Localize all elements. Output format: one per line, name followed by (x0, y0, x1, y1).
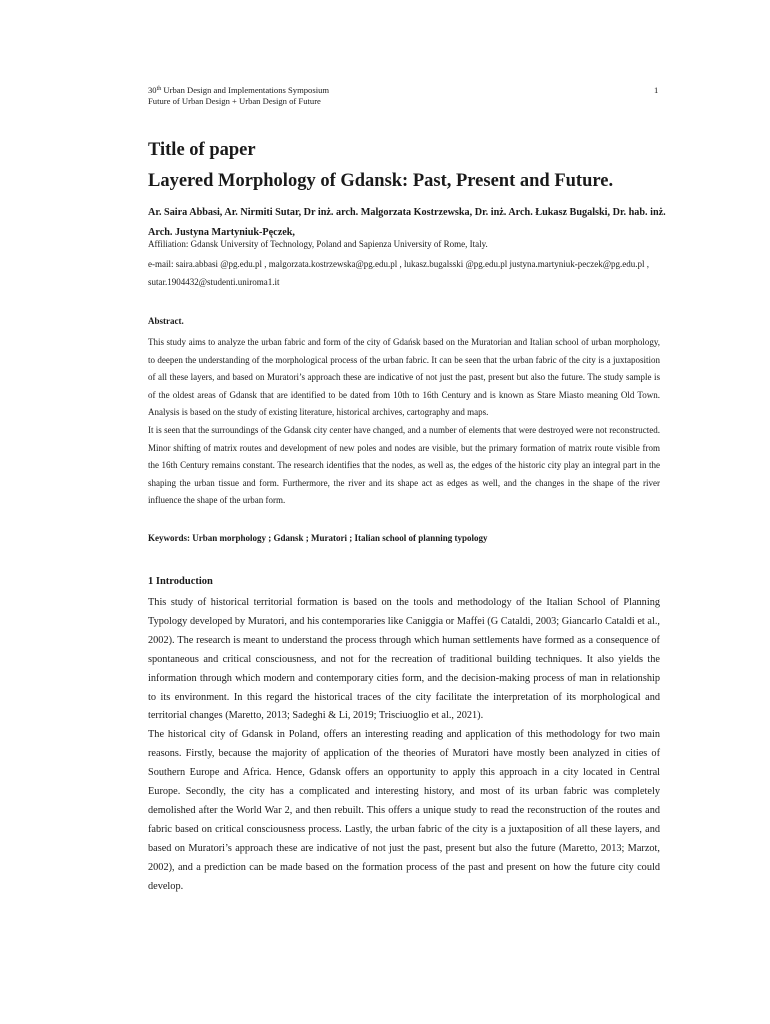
title-label: Title of paper (148, 140, 256, 160)
running-header (148, 85, 329, 107)
keywords: Keywords: Urban morphology ; Gdansk ; Muratori ; Italian school of planning typology (148, 533, 488, 543)
abstract-paragraph: This study aims to analyze the urban fabric and form of the city of Gdańsk based on the Muratorian and Italian school of urban morphology, to deepen the understanding of the morphological process of the urban fabric. It can be seen that the urban fabric of the city is a juxtaposition of all these layers, and based on Muratori’s approach these are indicative of not just the past, present but also the future. The study sample is of the oldest areas of Gdansk that are identified to be dated from 10th to 16th Century and is known as Stare Miasto meaning Old Town. Analysis is based on the study of existing literature, historical archives, cartography and maps. (148, 337, 660, 418)
header-line-2: Future of Urban Design + Urban Design of Future (148, 96, 321, 106)
introduction-body (148, 594, 660, 897)
email-list: e-mail: saira.abbasi @pg.edu.pl , malgorzata.kostrzewska@pg.edu.pl , lukasz.bugalsski @pg.edu.pl justyna.martyniuk-peczek@pg.edu.pl , sutar.1904432@studenti.uniroma1.it (148, 259, 650, 287)
body-paragraph: The historical city of Gdansk in Poland, offers an interesting reading and application of this methodology for two main reasons. Firstly, because the majority of application of the theories of Muratori have mostly been analyzed in cities of Southern Europe and Africa. Hence, Gdansk offers an opportunity to apply this approach in a city located in Central Europe. Secondly, the city has a complicated and interesting history, and most of its urban fabric was completely demolished after the World War 2, and then rebuilt. This offers a unique study to read the reconstruction of the routes and fabric based on critical consciousness process. Lastly, the urban fabric of the city is a juxtaposition of all these layers, and based on Muratori’s approach these are indicative of not just the past, present but also the future (Maretto, 2013; Marzot, 2002), and a prediction can be made based on the formation process of the past and present on how the future city could develop. (148, 729, 660, 892)
abstract-heading: Abstract. (148, 316, 184, 326)
affiliation: Affiliation: Gdansk University of Technology, Poland and Sapienza University of Rome, Italy. (148, 239, 488, 249)
abstract-paragraph: It is seen that the surroundings of the Gdansk city center have changed, and a number of elements that were destroyed were not reconstructed. Minor shifting of matrix routes and development of new poles and nodes are visible, but the primary formation of matrix route visible from the 16th Century remains constant. The research identifies that the nodes, as well as, the edges of the historic city play an integral part in the shaping the urban tissue and form. Furthermore, the river and its shape act as edges as well, and the changes in the shape of the river influence the shape of the urban form. (148, 424, 660, 506)
abstract-body (148, 334, 660, 510)
author-list: Ar. Saira Abbasi, Ar. Nirmiti Sutar, Dr inż. arch. Malgorzata Kostrzewska, Dr. inż. Arch. Łukasz Bugalski, Dr. hab. inż. Arch. Justyna Martyniuk-Pęczek, (148, 207, 666, 238)
page-number: 1 (654, 85, 659, 95)
paper-title: Layered Morphology of Gdansk: Past, Present and Future. (148, 171, 614, 191)
body-paragraph: This study of historical territorial formation is based on the tools and methodology of the Italian School of Planning Typology developed by Muratori, and his contemporaries like Caniggia or Maffei (G Cataldi, 2003; Giancarlo Cataldi et al., 2002). The research is meant to understand the process through which human settlements have formed as a consequence of spontaneous and critical consciousness, and not for the recreation of traditional building techniques. It also yields the information through which modern and contemporary cities form, and the decision-making process of man in relationship to its environment. In this regard the historical traces of the city facilitate the interpretation of its morphological and territorial changes (Maretto, 2013; Sadeghi & Li, 2019; Trisciuoglio et al., 2021). (148, 597, 660, 722)
section-heading-introduction: 1 Introduction (148, 576, 213, 587)
header-line-1: 30th Urban Design and Implementations Symposium (148, 85, 330, 95)
